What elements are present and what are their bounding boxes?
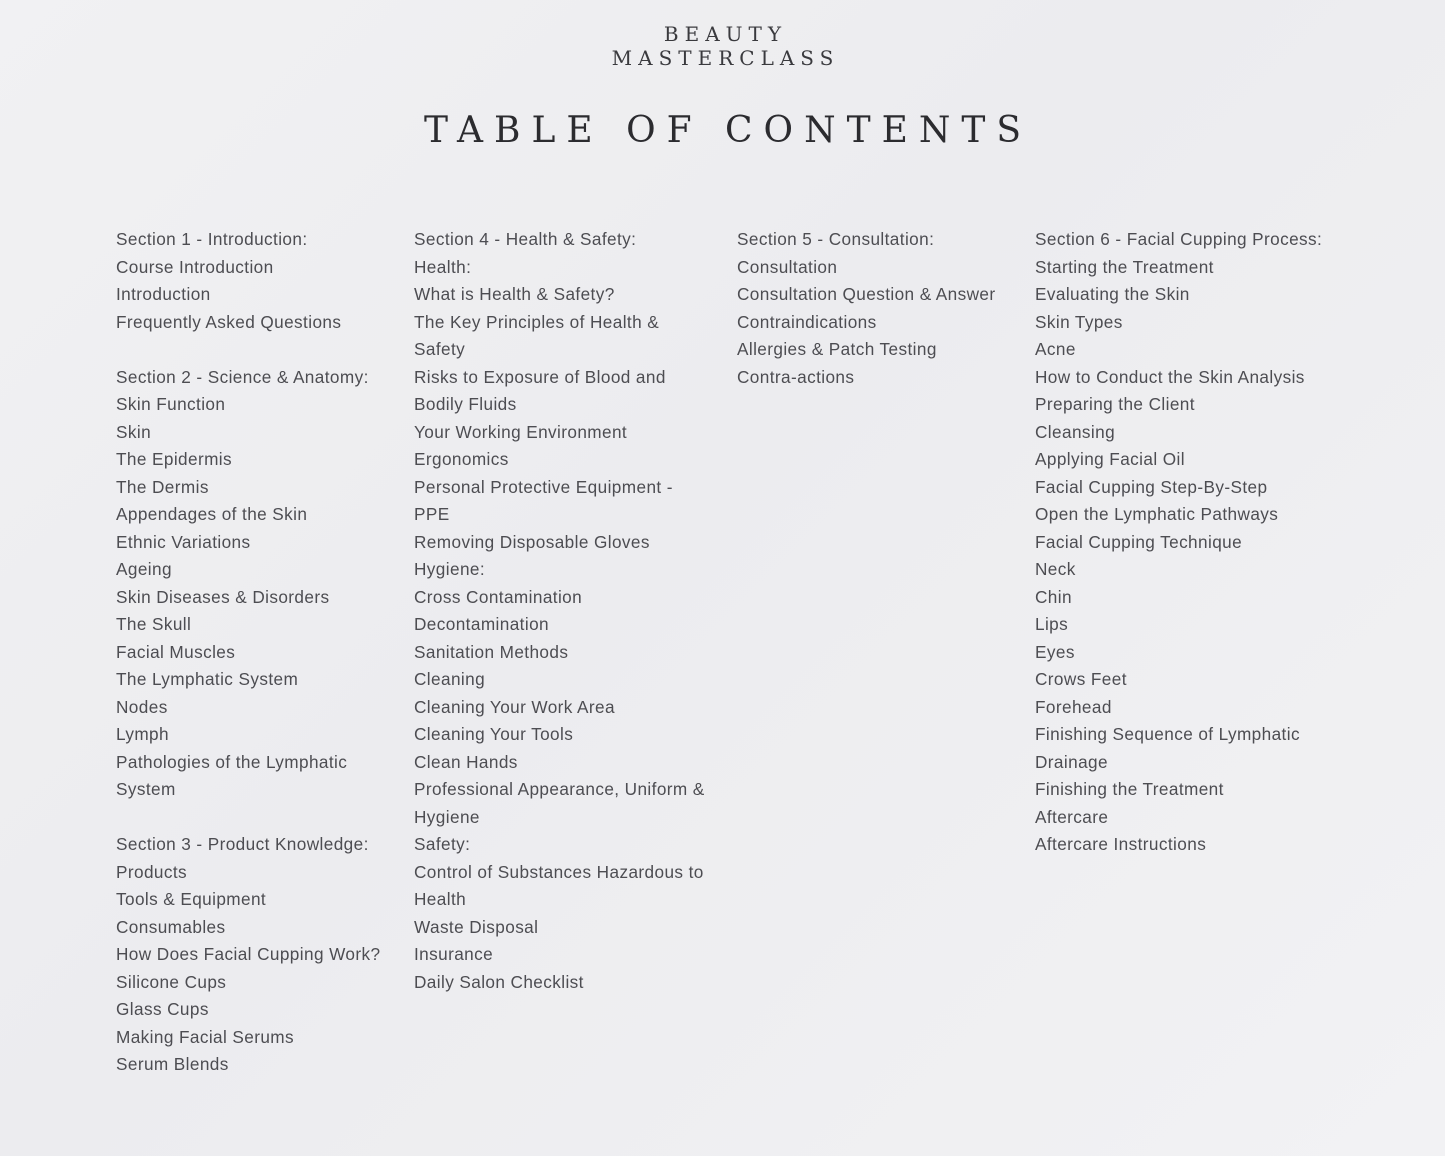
toc-entry: Facial Muscles: [116, 641, 236, 662]
toc-column-1: [116, 226, 396, 1106]
toc-entry: Ergonomics: [414, 449, 509, 469]
toc-entry: Contra-actions: [737, 366, 855, 387]
toc-entry: Risks to Exposure of Blood and: [414, 366, 666, 387]
toc-section-group: [737, 226, 1027, 391]
toc-entry: Neck: [1035, 559, 1076, 579]
toc-entry: Allergies & Patch Testing: [737, 339, 937, 359]
toc-entry: Lymph: [116, 724, 169, 744]
toc-entry: Personal Protective Equipment -: [414, 476, 673, 497]
toc-entry: Professional Appearance, Uniform &: [414, 779, 705, 799]
toc-entry: Products: [116, 861, 188, 882]
toc-entry: Course Introduction: [116, 256, 274, 277]
toc-entry: Drainage: [1035, 751, 1108, 772]
toc-entry: Removing Disposable Gloves: [414, 531, 650, 552]
toc-entry: Skin Diseases & Disorders: [116, 586, 330, 607]
toc-entry: Waste Disposal: [414, 916, 539, 937]
toc-entry: Contraindications: [737, 311, 877, 332]
toc-entry: Your Working Environment: [414, 421, 628, 442]
toc-entry: How to Conduct the Skin Analysis: [1035, 366, 1305, 387]
toc-column-2: [414, 226, 719, 1024]
toc-entry: Cleaning Your Work Area: [414, 696, 615, 717]
toc-entry: Acne: [1035, 339, 1076, 359]
toc-entry: Finishing Sequence of Lymphatic: [1035, 724, 1300, 744]
toc-entry: Safety:: [414, 834, 471, 854]
toc-entry: Aftercare Instructions: [1035, 834, 1207, 854]
toc-section-group: [116, 831, 396, 1079]
toc-entry: Crows Feet: [1035, 669, 1127, 689]
toc-entry: Pathologies of the Lymphatic: [116, 751, 348, 772]
toc-entry: Hygiene: [414, 806, 480, 827]
toc-entry: Cleansing: [1035, 421, 1116, 442]
toc-entry: Chin: [1035, 586, 1072, 607]
toc-entry: Facial Cupping Step-By-Step: [1035, 476, 1268, 497]
toc-entry: Starting the Treatment: [1035, 256, 1214, 277]
toc-section-heading: Section 4 - Health & Safety:: [414, 229, 637, 249]
toc-entry: Health: [414, 889, 467, 909]
toc-entry: Bodily Fluids: [414, 394, 517, 414]
toc-entry: Consultation: [737, 256, 838, 277]
toc-entry: The Skull: [116, 614, 192, 634]
toc-entry: Cross Contamination: [414, 586, 583, 607]
toc-entry: Making Facial Serums: [116, 1026, 295, 1047]
toc-entry: Eyes: [1035, 641, 1075, 662]
toc-entry: Tools & Equipment: [116, 889, 267, 909]
toc-section-heading: Section 6 - Facial Cupping Process:: [1035, 229, 1323, 249]
toc-entry: Evaluating the Skin: [1035, 284, 1190, 304]
toc-entry: Open the Lymphatic Pathways: [1035, 504, 1279, 524]
toc-entry: The Key Principles of Health &: [414, 311, 660, 332]
brand-logo: [0, 22, 1445, 70]
toc-entry: Serum Blends: [116, 1054, 229, 1074]
toc-entry: Skin: [116, 421, 152, 442]
toc-section-heading: Section 5 - Consultation:: [737, 229, 935, 249]
toc-entry: Frequently Asked Questions: [116, 311, 342, 332]
toc-entry: Health:: [414, 256, 472, 277]
toc-column-3: [737, 226, 1027, 419]
toc-section-group: [1035, 226, 1335, 859]
toc-section-heading: Section 2 - Science & Anatomy:: [116, 366, 369, 387]
toc-entry: The Lymphatic System: [116, 669, 299, 689]
toc-section-heading: Section 1 - Introduction:: [116, 229, 308, 249]
toc-entry: How Does Facial Cupping Work?: [116, 944, 381, 964]
brand-line-masterclass: MASTERCLASS: [611, 46, 840, 70]
toc-entry: Ageing: [116, 559, 172, 579]
toc-entry: Sanitation Methods: [414, 641, 569, 662]
toc-entry: Consumables: [116, 916, 226, 937]
toc-entry: Glass Cups: [116, 999, 209, 1019]
toc-entry: Skin Types: [1035, 311, 1123, 332]
toc-entry: The Dermis: [116, 476, 209, 497]
toc-entry: Finishing the Treatment: [1035, 779, 1224, 799]
toc-entry: Daily Salon Checklist: [414, 971, 584, 992]
toc-entry: Lips: [1035, 614, 1069, 634]
toc-entry: Forehead: [1035, 696, 1112, 717]
toc-entry: PPE: [414, 504, 450, 524]
toc-section-group: [116, 364, 396, 804]
toc-section-heading: Section 3 - Product Knowledge:: [116, 834, 369, 854]
toc-entry: Aftercare: [1035, 806, 1109, 827]
toc-entry: Skin Function: [116, 394, 226, 414]
toc-column-4: [1035, 226, 1335, 886]
toc-entry: Nodes: [116, 696, 168, 717]
toc-entry: Control of Substances Hazardous to: [414, 861, 704, 882]
toc-section-group: [414, 226, 719, 996]
toc-entry: Facial Cupping Technique: [1035, 531, 1243, 552]
toc-entry: Appendages of the Skin: [116, 504, 308, 524]
toc-entry: Insurance: [414, 944, 494, 964]
toc-entry: The Epidermis: [116, 449, 233, 469]
toc-entry: Ethnic Variations: [116, 531, 251, 552]
toc-entry: Consultation Question & Answer: [737, 284, 996, 304]
toc-entry: Applying Facial Oil: [1035, 449, 1185, 469]
toc-entry: Clean Hands: [414, 751, 518, 772]
toc-entry: Preparing the Client: [1035, 394, 1195, 414]
brand-line-beauty: BEAUTY: [663, 22, 788, 46]
toc-entry: System: [116, 779, 176, 799]
toc-entry: Silicone Cups: [116, 971, 227, 992]
toc-entry: What is Health & Safety?: [414, 284, 615, 304]
toc-entry: Hygiene:: [414, 559, 486, 579]
toc-section-group: [116, 226, 396, 336]
toc-entry: Cleaning: [414, 669, 486, 689]
toc-entry: Decontamination: [414, 614, 549, 634]
page-title: TABLE OF CONTENTS: [423, 110, 1033, 151]
toc-entry: Safety: [414, 339, 466, 359]
toc-entry: Cleaning Your Tools: [414, 724, 574, 744]
toc-entry: Introduction: [116, 284, 211, 304]
